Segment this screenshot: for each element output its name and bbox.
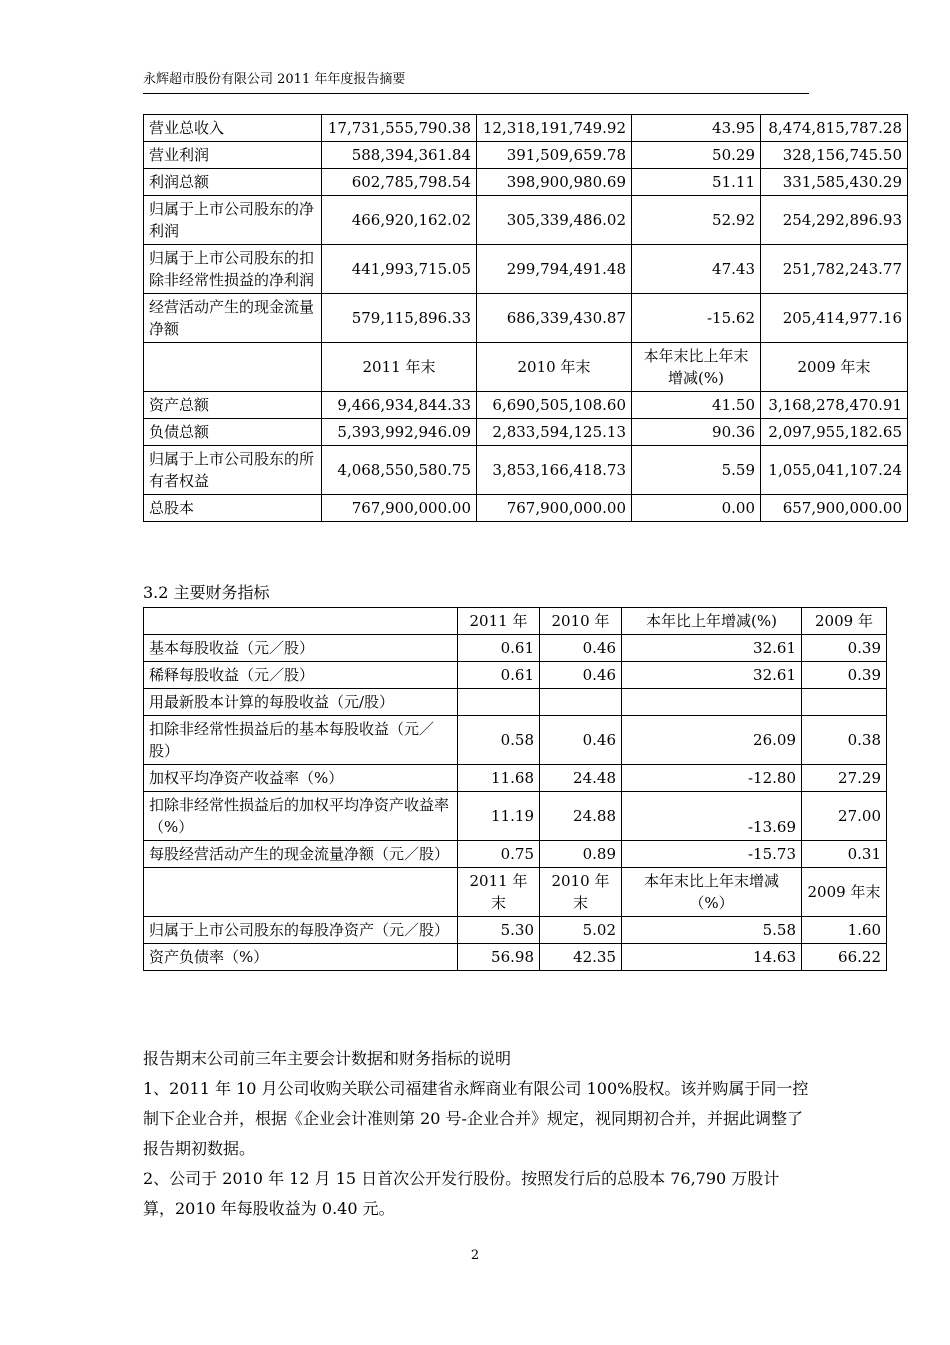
table-row	[144, 392, 908, 419]
cell-value: 0.61	[458, 662, 540, 689]
cell-value: 1,055,041,107.24	[761, 446, 908, 495]
notes-title: 报告期末公司前三年主要会计数据和财务指标的说明	[143, 1049, 512, 1068]
table-row	[144, 841, 887, 868]
cell-value: 579,115,896.33	[322, 294, 477, 343]
cell-value: 27.00	[802, 792, 887, 841]
cell-value: 41.50	[632, 392, 761, 419]
cell-value: 0.39	[802, 635, 887, 662]
cell-value: 0.75	[458, 841, 540, 868]
cell-value: 11.19	[458, 792, 540, 841]
table-row	[144, 495, 908, 522]
subheader-cell: 2011 年末	[322, 343, 477, 392]
row-label: 加权平均净资产收益率（%）	[144, 765, 458, 792]
row-label: 归属于上市公司股东的净利润	[144, 196, 322, 245]
cell-value: 5.58	[622, 917, 802, 944]
cell-value: 2,097,955,182.65	[761, 419, 908, 446]
table-row	[144, 169, 908, 196]
row-label: 经营活动产生的现金流量净额	[144, 294, 322, 343]
cell-value: 0.46	[540, 662, 622, 689]
cell-value: 66.22	[802, 944, 887, 971]
cell-value: 657,900,000.00	[761, 495, 908, 522]
cell-value: 24.48	[540, 765, 622, 792]
cell-value: 12,318,191,749.92	[477, 115, 632, 142]
cell-value: 11.68	[458, 765, 540, 792]
cell-value: 52.92	[632, 196, 761, 245]
subheader-cell	[144, 868, 458, 917]
cell-value: 331,585,430.29	[761, 169, 908, 196]
cell-value: 328,156,745.50	[761, 142, 908, 169]
cell-value: 90.36	[632, 419, 761, 446]
table-row	[144, 446, 908, 495]
table-subheader-row	[144, 868, 887, 917]
table-row	[144, 245, 908, 294]
cell-value: 0.46	[540, 635, 622, 662]
cell-value: 3,168,278,470.91	[761, 392, 908, 419]
note-item: 2、公司于 2010 年 12 月 15 日首次公开发行股份。按照发行后的总股本 76,790 万股计算，2010 年每股收益为 0.40 元。	[143, 1169, 780, 1218]
row-label: 扣除非经常性损益后的加权平均净资产收益率（%）	[144, 792, 458, 841]
subheader-cell: 本年末比上年末增减(%)	[632, 343, 761, 392]
subheader-cell: 2009 年末	[761, 343, 908, 392]
subheader-cell: 2010 年末	[540, 868, 622, 917]
cell-value: -15.73	[622, 841, 802, 868]
cell-value	[540, 689, 622, 716]
cell-value	[802, 689, 887, 716]
header-cell	[144, 608, 458, 635]
cell-value: 0.61	[458, 635, 540, 662]
cell-value: 0.31	[802, 841, 887, 868]
row-label: 营业总收入	[144, 115, 322, 142]
table-row	[144, 294, 908, 343]
cell-value: 9,466,934,844.33	[322, 392, 477, 419]
row-label: 营业利润	[144, 142, 322, 169]
cell-value: 27.29	[802, 765, 887, 792]
cell-value: 32.61	[622, 635, 802, 662]
cell-value: 0.39	[802, 662, 887, 689]
table-row	[144, 689, 887, 716]
cell-value: -15.62	[632, 294, 761, 343]
header-cell: 2009 年	[802, 608, 887, 635]
table-row	[144, 792, 887, 841]
row-label: 资产总额	[144, 392, 322, 419]
cell-value: 251,782,243.77	[761, 245, 908, 294]
row-label: 归属于上市公司股东的扣除非经常性损益的净利润	[144, 245, 322, 294]
financial-data-table	[143, 114, 908, 522]
cell-value: 299,794,491.48	[477, 245, 632, 294]
table-row	[144, 635, 887, 662]
cell-value: 686,339,430.87	[477, 294, 632, 343]
header-cell: 2011 年	[458, 608, 540, 635]
page-header: 永辉超市股份有限公司 2011 年年度报告摘要	[143, 68, 809, 94]
cell-value: 4,068,550,580.75	[322, 446, 477, 495]
header-cell: 本年比上年增减(%)	[622, 608, 802, 635]
row-label: 归属于上市公司股东的所有者权益	[144, 446, 322, 495]
subheader-cell: 本年末比上年末增减（%）	[622, 868, 802, 917]
table-row	[144, 716, 887, 765]
section-title: 3.2 主要财务指标	[143, 583, 270, 602]
cell-value: 391,509,659.78	[477, 142, 632, 169]
cell-value	[622, 689, 802, 716]
cell-value: 0.46	[540, 716, 622, 765]
row-label: 稀释每股收益（元／股）	[144, 662, 458, 689]
cell-value: 466,920,162.02	[322, 196, 477, 245]
table-row	[144, 419, 908, 446]
cell-value: 42.35	[540, 944, 622, 971]
row-label: 负债总额	[144, 419, 322, 446]
cell-value: 0.89	[540, 841, 622, 868]
cell-value: 24.88	[540, 792, 622, 841]
cell-value: 5.30	[458, 917, 540, 944]
cell-value: 588,394,361.84	[322, 142, 477, 169]
table-row	[144, 944, 887, 971]
cell-value: 767,900,000.00	[322, 495, 477, 522]
subheader-cell	[144, 343, 322, 392]
cell-value: 26.09	[622, 716, 802, 765]
cell-value: 47.43	[632, 245, 761, 294]
subheader-cell: 2009 年末	[802, 868, 887, 917]
subheader-cell: 2011 年末	[458, 868, 540, 917]
row-label: 利润总额	[144, 169, 322, 196]
row-label: 用最新股本计算的每股收益（元/股）	[144, 689, 458, 716]
cell-value: 56.98	[458, 944, 540, 971]
cell-value: 1.60	[802, 917, 887, 944]
cell-value: 32.61	[622, 662, 802, 689]
cell-value: 0.58	[458, 716, 540, 765]
cell-value: 50.29	[632, 142, 761, 169]
table-row	[144, 765, 887, 792]
table-row	[144, 142, 908, 169]
table-row	[144, 662, 887, 689]
cell-value: 5.59	[632, 446, 761, 495]
cell-value: 205,414,977.16	[761, 294, 908, 343]
cell-value: 5.02	[540, 917, 622, 944]
row-label: 归属于上市公司股东的每股净资产（元／股）	[144, 917, 458, 944]
cell-value: 441,993,715.05	[322, 245, 477, 294]
cell-value: 305,339,486.02	[477, 196, 632, 245]
header-cell: 2010 年	[540, 608, 622, 635]
row-label: 总股本	[144, 495, 322, 522]
cell-value: 602,785,798.54	[322, 169, 477, 196]
table-row	[144, 115, 908, 142]
notes-section	[143, 1044, 811, 1224]
cell-value: 0.00	[632, 495, 761, 522]
table-row	[144, 196, 908, 245]
table-row	[144, 917, 887, 944]
cell-value: 43.95	[632, 115, 761, 142]
subheader-cell: 2010 年末	[477, 343, 632, 392]
note-item: 1、2011 年 10 月公司收购关联公司福建省永辉商业有限公司 100%股权。该并购属于同一控制下企业合并，根据《企业会计准则第 20 号-企业合并》规定，视同期初合并，并据此调整了报告期初数据。	[143, 1079, 809, 1158]
cell-value: -13.69	[622, 792, 802, 841]
cell-value: -12.80	[622, 765, 802, 792]
cell-value: 0.38	[802, 716, 887, 765]
cell-value: 14.63	[622, 944, 802, 971]
table-subheader-row	[144, 343, 908, 392]
row-label: 基本每股收益（元／股）	[144, 635, 458, 662]
cell-value: 6,690,505,108.60	[477, 392, 632, 419]
row-label: 每股经营活动产生的现金流量净额（元／股）	[144, 841, 458, 868]
cell-value: 254,292,896.93	[761, 196, 908, 245]
cell-value: 51.11	[632, 169, 761, 196]
table-header-row	[144, 608, 887, 635]
cell-value: 5,393,992,946.09	[322, 419, 477, 446]
cell-value: 17,731,555,790.38	[322, 115, 477, 142]
cell-value: 2,833,594,125.13	[477, 419, 632, 446]
row-label: 资产负债率（%）	[144, 944, 458, 971]
cell-value	[458, 689, 540, 716]
cell-value: 3,853,166,418.73	[477, 446, 632, 495]
row-label: 扣除非经常性损益后的基本每股收益（元／股）	[144, 716, 458, 765]
page-number: 2	[470, 1248, 480, 1263]
cell-value: 8,474,815,787.28	[761, 115, 908, 142]
cell-value: 767,900,000.00	[477, 495, 632, 522]
financial-indicators-table	[143, 607, 887, 971]
cell-value: 398,900,980.69	[477, 169, 632, 196]
